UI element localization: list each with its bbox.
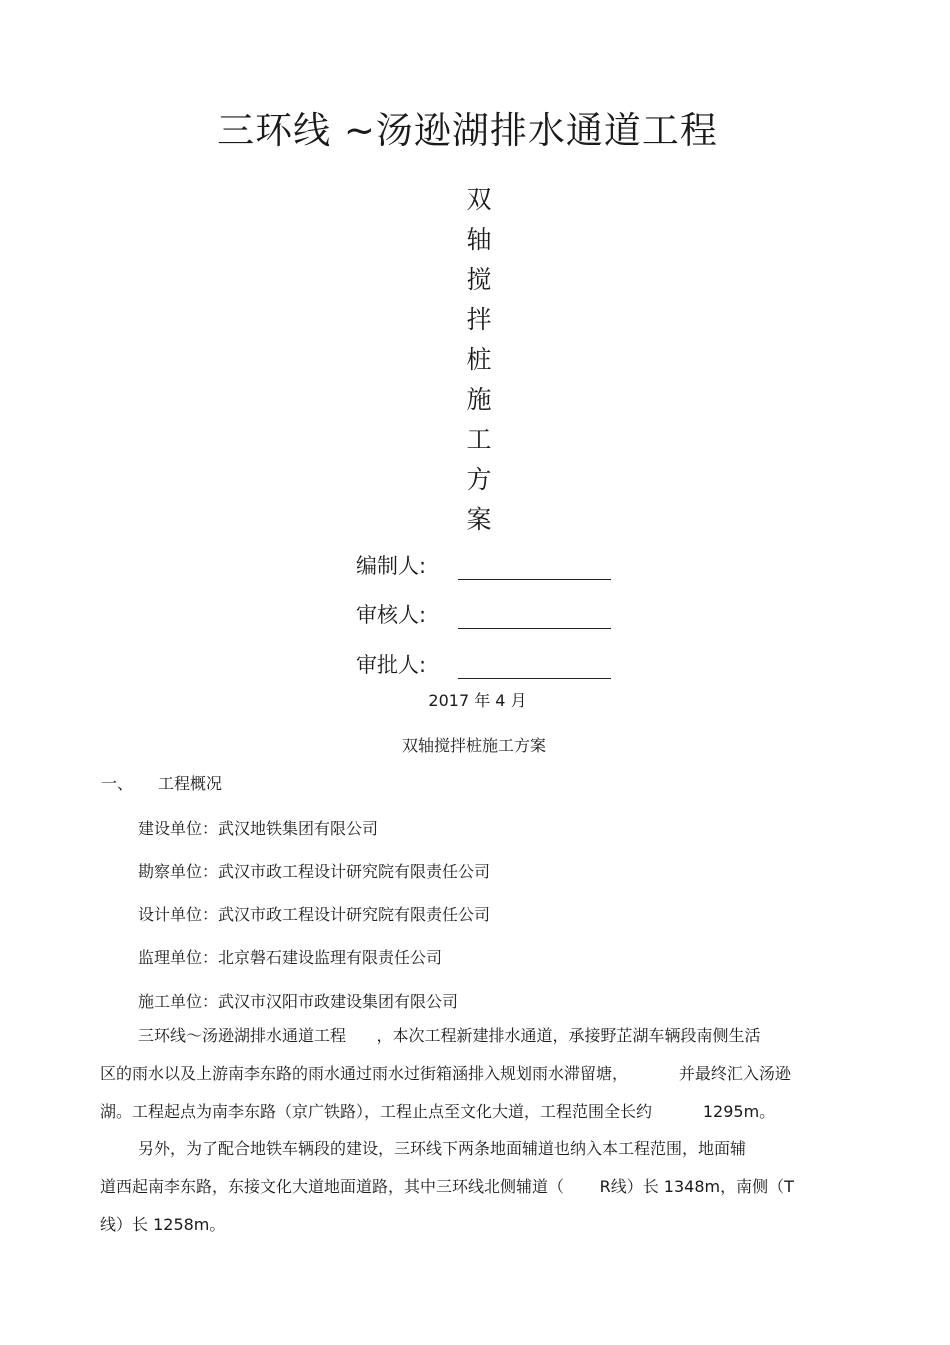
signature-line: [458, 648, 611, 679]
signature-row-approver: [356, 645, 611, 679]
paragraph-line: 三环线～汤逊湖排水通道工程 ，本次工程新建排水通道，承接野芷湖车辆段南侧生活: [138, 1026, 761, 1045]
vertical-title-char: 工: [466, 425, 492, 454]
signature-label: 编制人:: [356, 554, 427, 578]
paragraph-line: 区的雨水以及上游南李东路的雨水通过雨水过街箱涵排入规划雨水滞留塘， 并最终汇入汤逊: [100, 1064, 791, 1083]
document-date: 2017 年 4 月: [428, 691, 527, 710]
vertical-title-char: 桩: [466, 345, 492, 374]
contractor-unit: 施工单位：武汉市汉阳市政建设集团有限公司: [138, 992, 459, 1011]
paragraph-line: 线）长 1258m。: [100, 1215, 226, 1234]
survey-unit: 勘察单位：武汉市政工程设计研究院有限责任公司: [138, 862, 491, 881]
supervision-unit: 监理单位：北京磐石建设监理有限责任公司: [138, 948, 443, 967]
vertical-title-char: 拌: [466, 305, 492, 334]
signature-line: [458, 549, 611, 580]
vertical-title-char: 方: [466, 465, 492, 494]
vertical-title-char: 案: [466, 505, 492, 534]
paragraph-line: 另外，为了配合地铁车辆段的建设，三环线下两条地面辅道也纳入本工程范围，地面辅: [138, 1139, 747, 1158]
design-unit: 设计单位：武汉市政工程设计研究院有限责任公司: [138, 905, 491, 924]
signature-label: 审批人:: [356, 653, 427, 677]
main-title: 三环线 ~汤逊湖排水通道工程: [217, 109, 718, 152]
vertical-title-char: 施: [466, 385, 492, 414]
signature-line: [458, 598, 611, 629]
paragraph-line: 道西起南李东路，东接文化大道地面道路，其中三环线北侧辅道（ R线）长 1348m，南侧（T: [100, 1177, 794, 1196]
vertical-title-char: 轴: [466, 225, 492, 254]
section-title: 工程概况: [158, 774, 223, 793]
signature-row-reviewer: [356, 595, 611, 629]
signature-row-compiler: [356, 546, 611, 580]
vertical-title: [462, 180, 496, 540]
vertical-title-char: 搅: [466, 265, 492, 294]
construction-unit: 建设单位：武汉地铁集团有限公司: [138, 819, 379, 838]
paragraph-line: 湖。工程起点为南李东路（京广铁路），工程止点至文化大道，工程范围全长约 1295m。: [100, 1102, 776, 1121]
signature-label: 审核人:: [356, 603, 427, 627]
document-subtitle: 双轴搅拌桩施工方案: [401, 736, 546, 755]
section-number: 一、: [101, 774, 134, 793]
vertical-title-char: 双: [466, 185, 492, 214]
